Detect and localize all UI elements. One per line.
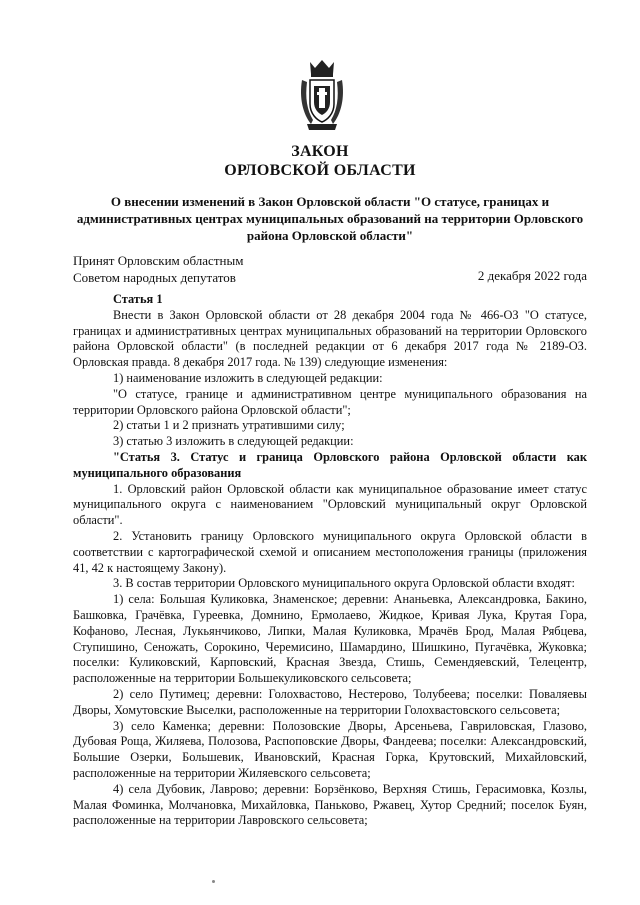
clause-paragraph: 1. Орловский район Орловской области как муниципальное образование имеет статус муниципального округа с наименованием "Орловский муниципальный округ Орловской области". <box>73 481 587 528</box>
clause-paragraph: 3. В состав территории Орловского муниципального округа Орловской области входят: <box>113 576 575 591</box>
clause-paragraph: 4) села Дубовик, Лаврово; деревни: Борзёнково, Верхняя Стишь, Герасимовка, Козлы, Малая Фоминка, Молчановка, Михайловка, Паньково, Ржавец, Хутор Средний; поселок Буян, расположенные на территории Лавровского сельсовета; <box>73 781 587 828</box>
scan-speck <box>212 880 215 883</box>
coat-of-arms-emblem <box>299 58 345 132</box>
clause-paragraph: 1) села: Большая Куликовка, Знаменское; деревни: Ананьевка, Александровка, Бакино, Башковка, Грачёвка, Гуреевка, Домнино, Ермолаево, Жидкое, Кривая Лука, Крутая Гора, Кофаново, Лесная, Лукьянчиково, Липки, Малая Куликовка, Мрачёв Брод, Малая Рябцева, Ступишино, Сеножать, Сорокино, Черемисино, Шамардино, Шишкино, Пугачёвка, Жуковка; поселки: Куликовский, Карповский, Красная Звезда, Стишь, Семендяевский, Телецентр, расположенные на территории Большекуликовского сельсовета; <box>73 592 587 686</box>
adopted-line-2: Советом народных депутатов <box>73 270 236 285</box>
body-paragraph: 3) статью 3 изложить в следующей редакции: <box>113 434 354 449</box>
adopted-line-1: Принят Орловским областным <box>73 253 244 268</box>
law-title: ЗАКОН <box>291 143 349 160</box>
region-title: ОРЛОВСКОЙ ОБЛАСТИ <box>224 162 416 179</box>
body-paragraph: Внести в Закон Орловской области от 28 декабря 2004 года № 466-ОЗ "О статусе, границах и административных центрах муниципальных образований на территории Орловского района Орловской области" (в последней редакции от 6 декабря 2017 года № 2189-ОЗ. Орловская правда. 8 декабря 2017 года. № 139) следующие изменения: <box>73 307 587 370</box>
clause-paragraph: 2. Установить границу Орловского муниципального округа Орловской области в соответствии с картографической схемой и описанием местоположения границы (приложения 41, 42 к настоящему Закону). <box>73 528 587 575</box>
adopted-by-block <box>73 252 243 286</box>
adoption-date: 2 декабря 2022 года <box>477 268 587 283</box>
law-subtitle: О внесении изменений в Закон Орловской области "О статусе, границах и административных центрах муниципальных образований на территории Орловского района Орловской области" <box>76 194 584 243</box>
clause-paragraph: 2) село Путимец; деревни: Голохвастово, Нестерово, Толубеева; поселки: Поваляевы Дворы, Хомутовские Выселки, расположенные на территории Голохвастовского сельсовета; <box>73 686 587 717</box>
law-body <box>73 292 587 829</box>
new-article-heading: "Статья 3. Статус и граница Орловского района Орловской области как муниципального образования <box>73 449 587 480</box>
article-heading: Статья 1 <box>113 292 163 306</box>
body-paragraph: 2) статьи 1 и 2 признать утратившими силу; <box>113 418 345 433</box>
body-paragraph: "О статусе, границе и административном центре муниципального образования на территории Орловского района Орловской области"; <box>73 386 587 417</box>
body-paragraph: 1) наименование изложить в следующей редакции: <box>113 370 383 385</box>
clause-paragraph: 3) село Каменка; деревни: Полозовские Дворы, Арсеньева, Гавриловская, Глазово, Дубовая Роща, Жиляева, Полозова, Распоповские Дворы, Фандеева; поселки: Александровский, Большие Озерки, Большевик, Ивановский, Красная Горка, Крутовский, Михайловский, расположенные на территории Жиляевского сельсовета; <box>73 718 587 780</box>
